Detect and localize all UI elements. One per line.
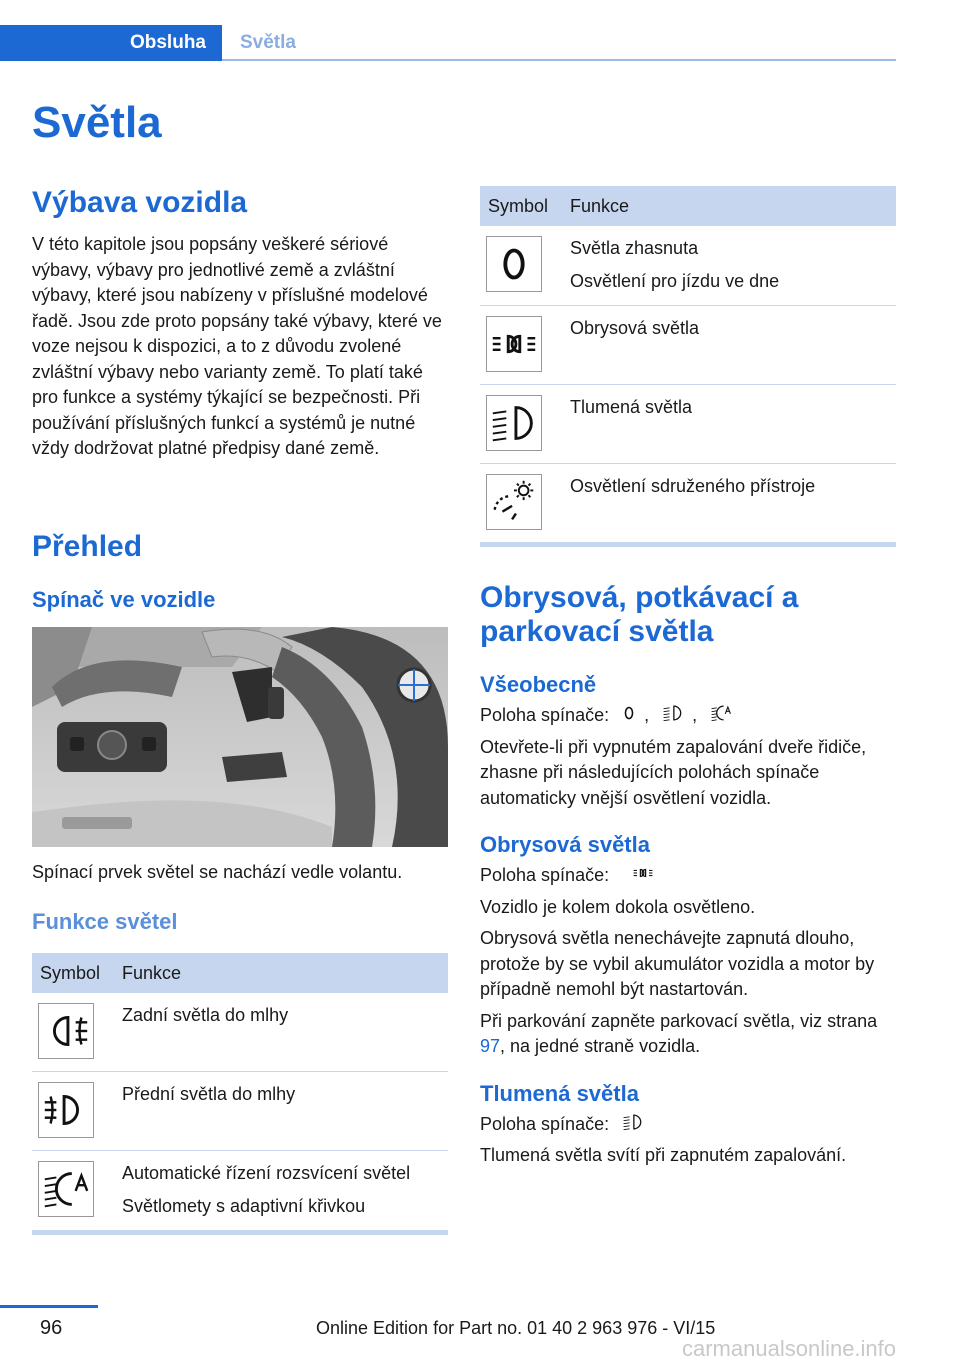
table-end-rule [32, 1230, 448, 1235]
subsection-title-lowbeam: Tlumená světla [480, 1080, 639, 1106]
row-function-text: Obrysová světla [570, 318, 700, 338]
row-function-text: Osvětlení sdruženého přístroje [570, 476, 816, 496]
table-row [480, 385, 896, 464]
low-beam-icon [486, 395, 542, 451]
low-beam-icon [658, 701, 688, 725]
parking-text-2: Obrysová světla nenechávejte zapnutá dlouho, protože by se vybil akumulátor vozidla a motor by případně nemohl být nastartován. [480, 928, 875, 999]
header-divider [222, 59, 896, 61]
lowbeam-text: Tlumená světla svítí při zapnutém zapalování. [480, 1145, 847, 1165]
row-function-text: Tlumená světla [570, 397, 693, 417]
separator: , [692, 705, 698, 725]
general-text: Otevřete-li při vypnutém zapalování dveře řidiče, zhasne při následujících polohách spínače automaticky vnější osvětlení vozidla. [480, 736, 867, 808]
section-title-lights: Obrysová, potkávací a parkovací světla [480, 581, 799, 648]
table-end-rule [480, 542, 896, 547]
automatic-headlight-icon [706, 701, 736, 725]
right-symbol-table [480, 186, 896, 547]
photo-caption: Spínací prvek světel se nachází vedle volantu. [32, 862, 403, 882]
section-vybava [32, 186, 448, 462]
position-label: Poloha spínače: [480, 865, 610, 885]
col-symbol: Symbol [480, 186, 562, 226]
parking-position [480, 861, 896, 889]
lights-off-icon [486, 236, 542, 292]
table-row [32, 1151, 448, 1231]
table-row [480, 464, 896, 543]
row-function-text: Automatické řízení rozsvícení světel [122, 1163, 411, 1183]
light-switch-photo [32, 627, 448, 847]
col-function: Funkce [114, 953, 448, 993]
section-lights [480, 581, 896, 1169]
col-symbol: Symbol [32, 953, 114, 993]
section-photo-caption [32, 860, 448, 936]
subsection-title-parking: Obrysová světla [480, 832, 650, 857]
subsection-title-spinac: Spínač ve vozidle [32, 587, 216, 612]
footer-rule [0, 1305, 98, 1308]
front-fog-light-icon [38, 1082, 94, 1138]
section-title-vybava: Výbava vozidla [32, 186, 248, 219]
parking-text-1: Vozidlo je kolem dokola osvětleno. [480, 896, 756, 917]
lights-off-icon [618, 701, 640, 725]
instrument-lighting-icon [486, 474, 542, 530]
general-position [480, 701, 896, 729]
lowbeam-position [480, 1110, 896, 1138]
row-function-text: Zadní světla do mlhy [122, 1005, 289, 1025]
page-number: 96 [40, 1317, 63, 1339]
header-bar [0, 0, 960, 62]
rear-fog-light-icon [38, 1003, 94, 1059]
left-symbol-table [32, 953, 448, 1235]
table-row [32, 1072, 448, 1151]
subsection-title-general: Všeobecně [480, 672, 597, 697]
parking-lights-icon [618, 861, 668, 885]
row-function-text: Přední světla do mlhy [122, 1084, 296, 1104]
section-prehled [32, 530, 448, 614]
page-title: Světla [32, 98, 162, 147]
watermark: carmanualsonline.info [682, 1336, 897, 1361]
subsection-title-funkce: Funkce světel [32, 908, 178, 934]
vybava-text: V této kapitole jsou popsány veškeré sériové výbavy, výbavy pro jednotlivé země a zvláštní výbavy, které jsou nabízeny v příslušné modelové řadě. Jsou zde proto popsány také výbavy, které ve voze nejsou k dispozici, a to z důvodu zvolené zvláštní výbavy nebo varianty země. To platí také pro funkce a systémy týkající se bezpečnosti. Při používání příslušných funkcí a systémů je nutné vždy dodržovat platné předpisy dané země. [32, 234, 442, 458]
parking-text-3-pre: Při parkování zapněte parkovací světla, viz strana [480, 1010, 878, 1031]
table-row [32, 993, 448, 1072]
row-function-text: Světla zhasnuta [570, 238, 699, 258]
automatic-headlight-icon [38, 1161, 94, 1217]
table-row [480, 226, 896, 306]
table-row [480, 306, 896, 385]
separator: , [644, 705, 650, 725]
low-beam-icon [618, 1110, 648, 1134]
parking-text-3-post: , na jedné straně vozidla. [500, 1036, 701, 1056]
position-label: Poloha spínače: [480, 1113, 610, 1134]
row-function-text: Osvětlení pro jízdu ve dne [570, 271, 780, 291]
tab-svetla[interactable]: Světla [240, 32, 296, 53]
col-function: Funkce [562, 186, 896, 226]
tab-obsluha-label: Obsluha [129, 32, 206, 53]
section-title-prehled: Přehled [32, 530, 143, 563]
parking-lights-icon [486, 316, 542, 372]
parking-text-3 [480, 1009, 896, 1060]
position-label: Poloha spínače: [480, 705, 610, 725]
tab-obsluha[interactable] [0, 25, 222, 61]
online-edition: Online Edition for Part no. 01 40 2 963 976 - VI/15 [316, 1318, 716, 1338]
page-link-97[interactable]: 97 [480, 1036, 501, 1056]
row-function-text: Světlomety s adaptivní křivkou [122, 1196, 366, 1216]
